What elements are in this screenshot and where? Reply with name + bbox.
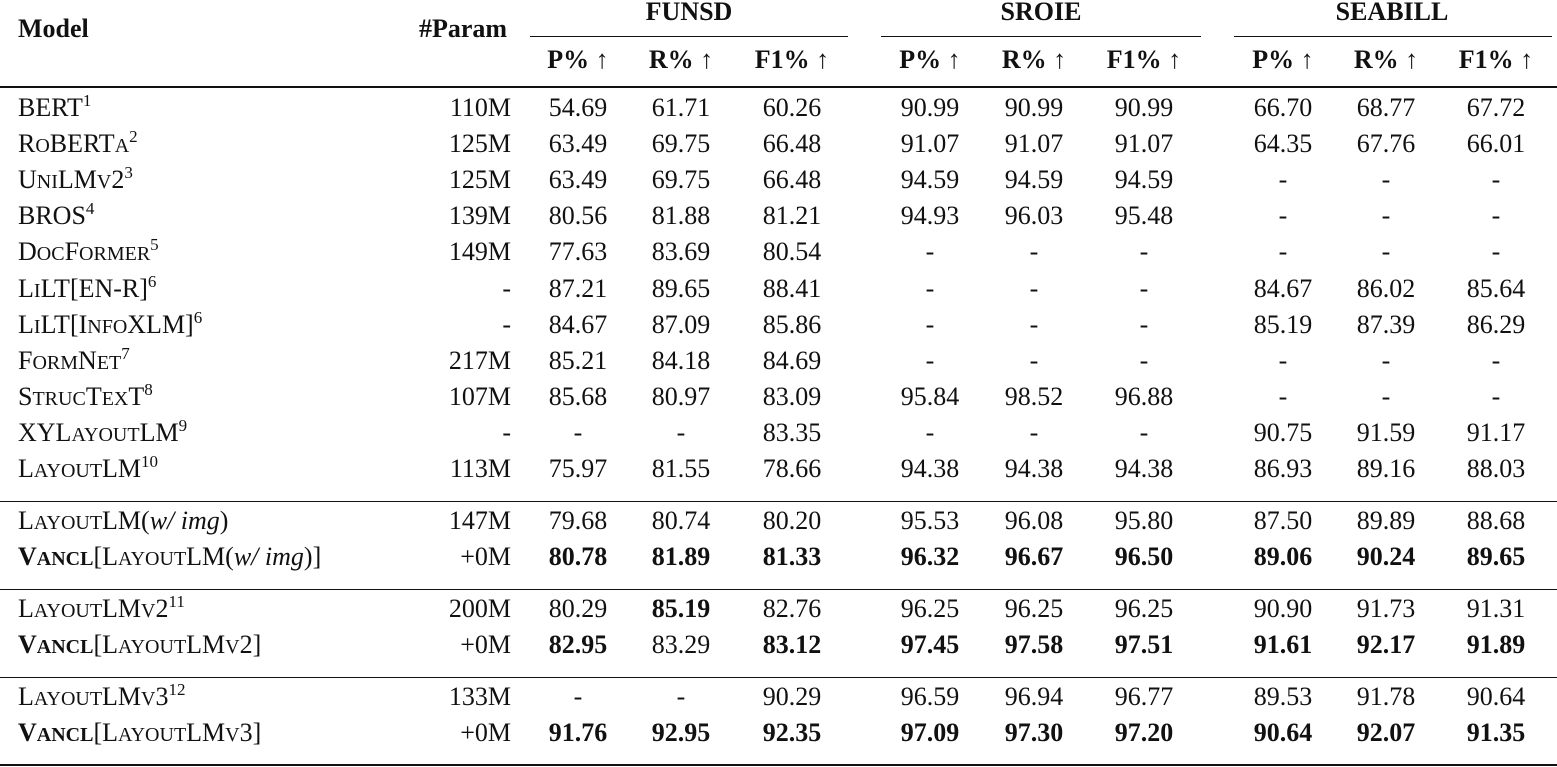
model-name: VANCL[LAYOUTLM(w/ img)] xyxy=(18,542,322,571)
cell-sroie-f1: 96.25 xyxy=(1114,594,1174,623)
cell-funsd-recall: 69.75 xyxy=(651,129,711,158)
cell-sroie-recall: 90.99 xyxy=(1004,93,1064,122)
cell-seabill-f1: 85.64 xyxy=(1466,274,1526,303)
cell-funsd-recall: 69.75 xyxy=(651,165,711,194)
cell-sroie-precision: 95.84 xyxy=(900,382,960,411)
model-name: BERT$^1$ xyxy=(18,91,92,122)
cell-seabill-precision: 89.06 xyxy=(1253,542,1313,571)
cell-funsd-precision: 85.21 xyxy=(548,346,608,375)
cell-seabill-f1: 91.35 xyxy=(1466,718,1526,747)
cell-funsd-precision: 84.67 xyxy=(548,310,608,339)
model-name: $UNILMV2^3$ xyxy=(18,163,133,194)
model-name: LILT[INFOXLM]$^6$ xyxy=(18,308,203,339)
cell-funsd-recall: 81.55 xyxy=(651,454,711,483)
cell-funsd-f1: 92.35 xyxy=(762,718,822,747)
header-param: #Param xyxy=(418,14,508,43)
cell-seabill-f1: - xyxy=(1491,165,1501,194)
param-count: 107M xyxy=(448,382,511,411)
metric-header-sroie-precision: P% ↑ xyxy=(899,45,961,74)
param-count: 149M xyxy=(448,237,511,266)
cell-seabill-recall: 92.07 xyxy=(1356,718,1416,747)
model-name: VANCL[LAYOUTLMV2] xyxy=(18,630,262,659)
cell-seabill-f1: 91.31 xyxy=(1466,594,1526,623)
cell-funsd-f1: 85.86 xyxy=(762,310,822,339)
cell-sroie-recall: 96.03 xyxy=(1004,201,1064,230)
cell-seabill-precision: 89.53 xyxy=(1253,682,1313,711)
cell-sroie-recall: - xyxy=(1029,237,1039,266)
cell-sroie-f1: - xyxy=(1139,346,1149,375)
cell-seabill-f1: - xyxy=(1491,382,1501,411)
cell-sroie-precision: 90.99 xyxy=(900,93,960,122)
metric-header-seabill-f1: F1% ↑ xyxy=(1458,45,1534,74)
cell-sroie-f1: 95.48 xyxy=(1114,201,1174,230)
cell-sroie-recall: 96.67 xyxy=(1004,542,1064,571)
cell-sroie-recall: 98.52 xyxy=(1004,382,1064,411)
metric-header-seabill-precision: P% ↑ xyxy=(1252,45,1314,74)
group-rule-funsd xyxy=(530,36,848,37)
cell-funsd-recall: 80.74 xyxy=(651,506,711,535)
cell-funsd-precision: 87.21 xyxy=(548,274,608,303)
cell-funsd-f1: 82.76 xyxy=(762,594,822,623)
cell-funsd-recall: 83.69 xyxy=(651,237,711,266)
cell-sroie-precision: - xyxy=(925,237,935,266)
cell-funsd-precision: 63.49 xyxy=(548,165,608,194)
cell-funsd-recall: - xyxy=(676,682,686,711)
param-count: 133M xyxy=(448,682,511,711)
param-count: 125M xyxy=(448,165,511,194)
cell-sroie-f1: - xyxy=(1139,418,1149,447)
cell-funsd-f1: 83.09 xyxy=(762,382,822,411)
cell-funsd-f1: 66.48 xyxy=(762,129,822,158)
cell-seabill-f1: 88.68 xyxy=(1466,506,1526,535)
cell-funsd-recall: 84.18 xyxy=(651,346,711,375)
model-name: XYLAYOUTLM$^9$ xyxy=(18,416,188,447)
cell-sroie-recall: 96.94 xyxy=(1004,682,1064,711)
cell-sroie-f1: - xyxy=(1139,237,1149,266)
cell-sroie-precision: - xyxy=(925,418,935,447)
cell-seabill-f1: - xyxy=(1491,346,1501,375)
cell-funsd-precision: 80.29 xyxy=(548,594,608,623)
group-funsd: FUNSD xyxy=(645,0,733,26)
cell-funsd-recall: 87.09 xyxy=(651,310,711,339)
cell-seabill-precision: 85.19 xyxy=(1253,310,1313,339)
cell-seabill-recall: - xyxy=(1381,165,1391,194)
metric-header-seabill-recall: R% ↑ xyxy=(1353,45,1419,74)
header-model: Model xyxy=(18,14,89,43)
cell-sroie-recall: 97.58 xyxy=(1004,630,1064,659)
cell-funsd-recall: 92.95 xyxy=(651,718,711,747)
cell-funsd-f1: 60.26 xyxy=(762,93,822,122)
cell-sroie-precision: - xyxy=(925,346,935,375)
header-bottom-rule xyxy=(0,86,1557,88)
cell-seabill-precision: 90.64 xyxy=(1253,718,1313,747)
cell-seabill-recall: 91.59 xyxy=(1356,418,1416,447)
cell-sroie-f1: 97.51 xyxy=(1114,630,1174,659)
cell-funsd-precision: 79.68 xyxy=(548,506,608,535)
cell-sroie-precision: 97.45 xyxy=(900,630,960,659)
cell-seabill-f1: 88.03 xyxy=(1466,454,1526,483)
cell-sroie-precision: 94.38 xyxy=(900,454,960,483)
cell-seabill-recall: 86.02 xyxy=(1356,274,1416,303)
cell-funsd-f1: 81.21 xyxy=(762,201,822,230)
cell-seabill-f1: 86.29 xyxy=(1466,310,1526,339)
table-bottom-rule xyxy=(0,764,1557,766)
param-count: +0M xyxy=(460,630,511,659)
section-rule-3 xyxy=(0,677,1557,678)
cell-sroie-f1: - xyxy=(1139,274,1149,303)
cell-seabill-f1: 66.01 xyxy=(1466,129,1526,158)
cell-sroie-precision: 94.59 xyxy=(900,165,960,194)
cell-seabill-precision: - xyxy=(1278,165,1288,194)
cell-sroie-f1: 96.88 xyxy=(1114,382,1174,411)
cell-funsd-precision: 91.76 xyxy=(548,718,608,747)
param-count: - xyxy=(502,418,511,447)
cell-funsd-f1: 66.48 xyxy=(762,165,822,194)
cell-seabill-precision: - xyxy=(1278,346,1288,375)
cell-funsd-f1: 88.41 xyxy=(762,274,822,303)
cell-sroie-f1: 90.99 xyxy=(1114,93,1174,122)
model-name: DOCFORMER$^5$ xyxy=(18,235,159,266)
cell-funsd-recall: 81.88 xyxy=(651,201,711,230)
cell-sroie-f1: - xyxy=(1139,310,1149,339)
cell-seabill-precision: 66.70 xyxy=(1253,93,1313,122)
cell-funsd-precision: - xyxy=(573,418,583,447)
cell-funsd-recall: 61.71 xyxy=(651,93,711,122)
group-sroie: SROIE xyxy=(1000,0,1082,26)
cell-sroie-recall: - xyxy=(1029,418,1039,447)
cell-sroie-recall: 94.59 xyxy=(1004,165,1064,194)
param-count: 113M xyxy=(449,454,511,483)
cell-seabill-f1: - xyxy=(1491,201,1501,230)
cell-funsd-f1: 83.12 xyxy=(762,630,822,659)
cell-funsd-precision: 80.78 xyxy=(548,542,608,571)
cell-sroie-recall: - xyxy=(1029,346,1039,375)
cell-funsd-f1: 90.29 xyxy=(762,682,822,711)
cell-seabill-precision: 91.61 xyxy=(1253,630,1313,659)
cell-sroie-recall: 96.08 xyxy=(1004,506,1064,535)
cell-seabill-recall: 68.77 xyxy=(1356,93,1416,122)
cell-seabill-f1: 89.65 xyxy=(1466,542,1526,571)
model-name: $LAYOUTLMV2^{11}$ xyxy=(18,592,185,623)
model-name: LAYOUTLM$^{10}$ xyxy=(18,452,159,483)
model-name: FORMNET$^7$ xyxy=(18,344,130,375)
cell-funsd-recall: - xyxy=(676,418,686,447)
cell-seabill-recall: - xyxy=(1381,346,1391,375)
cell-seabill-recall: 89.89 xyxy=(1356,506,1416,535)
param-count: 217M xyxy=(448,346,511,375)
cell-funsd-precision: - xyxy=(573,682,583,711)
param-count: 125M xyxy=(448,129,511,158)
cell-seabill-precision: 84.67 xyxy=(1253,274,1313,303)
cell-sroie-recall: - xyxy=(1029,274,1039,303)
cell-sroie-recall: 91.07 xyxy=(1004,129,1064,158)
param-count: 139M xyxy=(448,201,511,230)
model-name: LAYOUTLM(w/ img) xyxy=(18,506,229,535)
cell-funsd-f1: 80.20 xyxy=(762,506,822,535)
group-seabill: SEABILL xyxy=(1335,0,1449,26)
section-rule-1 xyxy=(0,501,1557,502)
cell-seabill-f1: 91.17 xyxy=(1466,418,1526,447)
section-rule-2 xyxy=(0,589,1557,590)
metric-header-funsd-f1: F1% ↑ xyxy=(754,45,830,74)
cell-seabill-precision: - xyxy=(1278,201,1288,230)
cell-funsd-precision: 82.95 xyxy=(548,630,608,659)
cell-funsd-f1: 78.66 xyxy=(762,454,822,483)
param-count: 147M xyxy=(448,506,511,535)
cell-seabill-precision: 90.75 xyxy=(1253,418,1313,447)
cell-seabill-f1: 90.64 xyxy=(1466,682,1526,711)
cell-funsd-precision: 63.49 xyxy=(548,129,608,158)
cell-funsd-precision: 75.97 xyxy=(548,454,608,483)
cell-funsd-precision: 54.69 xyxy=(548,93,608,122)
cell-sroie-f1: 95.80 xyxy=(1114,506,1174,535)
cell-seabill-recall: 91.78 xyxy=(1356,682,1416,711)
cell-sroie-precision: - xyxy=(925,310,935,339)
param-count: - xyxy=(502,274,511,303)
cell-sroie-recall: 96.25 xyxy=(1004,594,1064,623)
model-name: STRUCTEXT$^8$ xyxy=(18,380,153,411)
cell-seabill-precision: 90.90 xyxy=(1253,594,1313,623)
metric-header-sroie-recall: R% ↑ xyxy=(1001,45,1067,74)
cell-funsd-recall: 85.19 xyxy=(651,594,711,623)
model-name: VANCL[LAYOUTLMV3] xyxy=(18,718,262,747)
param-count: 110M xyxy=(449,93,511,122)
cell-seabill-f1: - xyxy=(1491,237,1501,266)
cell-sroie-recall: 97.30 xyxy=(1004,718,1064,747)
cell-funsd-recall: 89.65 xyxy=(651,274,711,303)
group-rule-sroie xyxy=(881,36,1201,37)
cell-seabill-recall: - xyxy=(1381,237,1391,266)
cell-sroie-recall: 94.38 xyxy=(1004,454,1064,483)
cell-seabill-recall: 90.24 xyxy=(1356,542,1416,571)
cell-seabill-f1: 91.89 xyxy=(1466,630,1526,659)
cell-seabill-recall: 91.73 xyxy=(1356,594,1416,623)
cell-sroie-precision: 95.53 xyxy=(900,506,960,535)
cell-funsd-f1: 80.54 xyxy=(762,237,822,266)
model-name: $LILT[EN-R]^6$ xyxy=(18,272,157,303)
cell-sroie-precision: 97.09 xyxy=(900,718,960,747)
model-name: BROS$^4$ xyxy=(18,199,95,230)
model-name: $LAYOUTLMV3^{12}$ xyxy=(18,680,186,711)
cell-seabill-precision: 86.93 xyxy=(1253,454,1313,483)
cell-funsd-f1: 83.35 xyxy=(762,418,822,447)
cell-sroie-precision: 91.07 xyxy=(900,129,960,158)
cell-sroie-precision: 94.93 xyxy=(900,201,960,230)
cell-seabill-recall: - xyxy=(1381,201,1391,230)
cell-sroie-precision: 96.25 xyxy=(900,594,960,623)
cell-seabill-f1: 67.72 xyxy=(1466,93,1526,122)
cell-funsd-f1: 81.33 xyxy=(762,542,822,571)
cell-seabill-precision: 87.50 xyxy=(1253,506,1313,535)
cell-seabill-recall: 87.39 xyxy=(1356,310,1416,339)
cell-funsd-recall: 80.97 xyxy=(651,382,711,411)
cell-seabill-recall: - xyxy=(1381,382,1391,411)
cell-funsd-f1: 84.69 xyxy=(762,346,822,375)
model-name: ROBERTA$^2$ xyxy=(18,127,138,158)
cell-seabill-precision: - xyxy=(1278,382,1288,411)
cell-funsd-recall: 83.29 xyxy=(651,630,711,659)
metric-header-funsd-recall: R% ↑ xyxy=(648,45,714,74)
cell-sroie-f1: 94.59 xyxy=(1114,165,1174,194)
cell-funsd-precision: 85.68 xyxy=(548,382,608,411)
cell-sroie-precision: - xyxy=(925,274,935,303)
metric-header-funsd-precision: P% ↑ xyxy=(547,45,609,74)
cell-sroie-precision: 96.59 xyxy=(900,682,960,711)
cell-sroie-f1: 96.50 xyxy=(1114,542,1174,571)
metric-header-sroie-f1: F1% ↑ xyxy=(1106,45,1182,74)
param-count: - xyxy=(502,310,511,339)
cell-seabill-recall: 89.16 xyxy=(1356,454,1416,483)
cell-seabill-recall: 67.76 xyxy=(1356,129,1416,158)
cell-seabill-recall: 92.17 xyxy=(1356,630,1416,659)
group-rule-seabill xyxy=(1234,36,1552,37)
cell-funsd-precision: 77.63 xyxy=(548,237,608,266)
cell-seabill-precision: 64.35 xyxy=(1253,129,1313,158)
cell-sroie-f1: 91.07 xyxy=(1114,129,1174,158)
cell-funsd-precision: 80.56 xyxy=(548,201,608,230)
cell-sroie-precision: 96.32 xyxy=(900,542,960,571)
cell-seabill-precision: - xyxy=(1278,237,1288,266)
cell-funsd-recall: 81.89 xyxy=(651,542,711,571)
cell-sroie-f1: 96.77 xyxy=(1114,682,1174,711)
cell-sroie-f1: 94.38 xyxy=(1114,454,1174,483)
param-count: +0M xyxy=(460,542,511,571)
cell-sroie-recall: - xyxy=(1029,310,1039,339)
param-count: +0M xyxy=(460,718,511,747)
param-count: 200M xyxy=(448,594,511,623)
cell-sroie-f1: 97.20 xyxy=(1114,718,1174,747)
